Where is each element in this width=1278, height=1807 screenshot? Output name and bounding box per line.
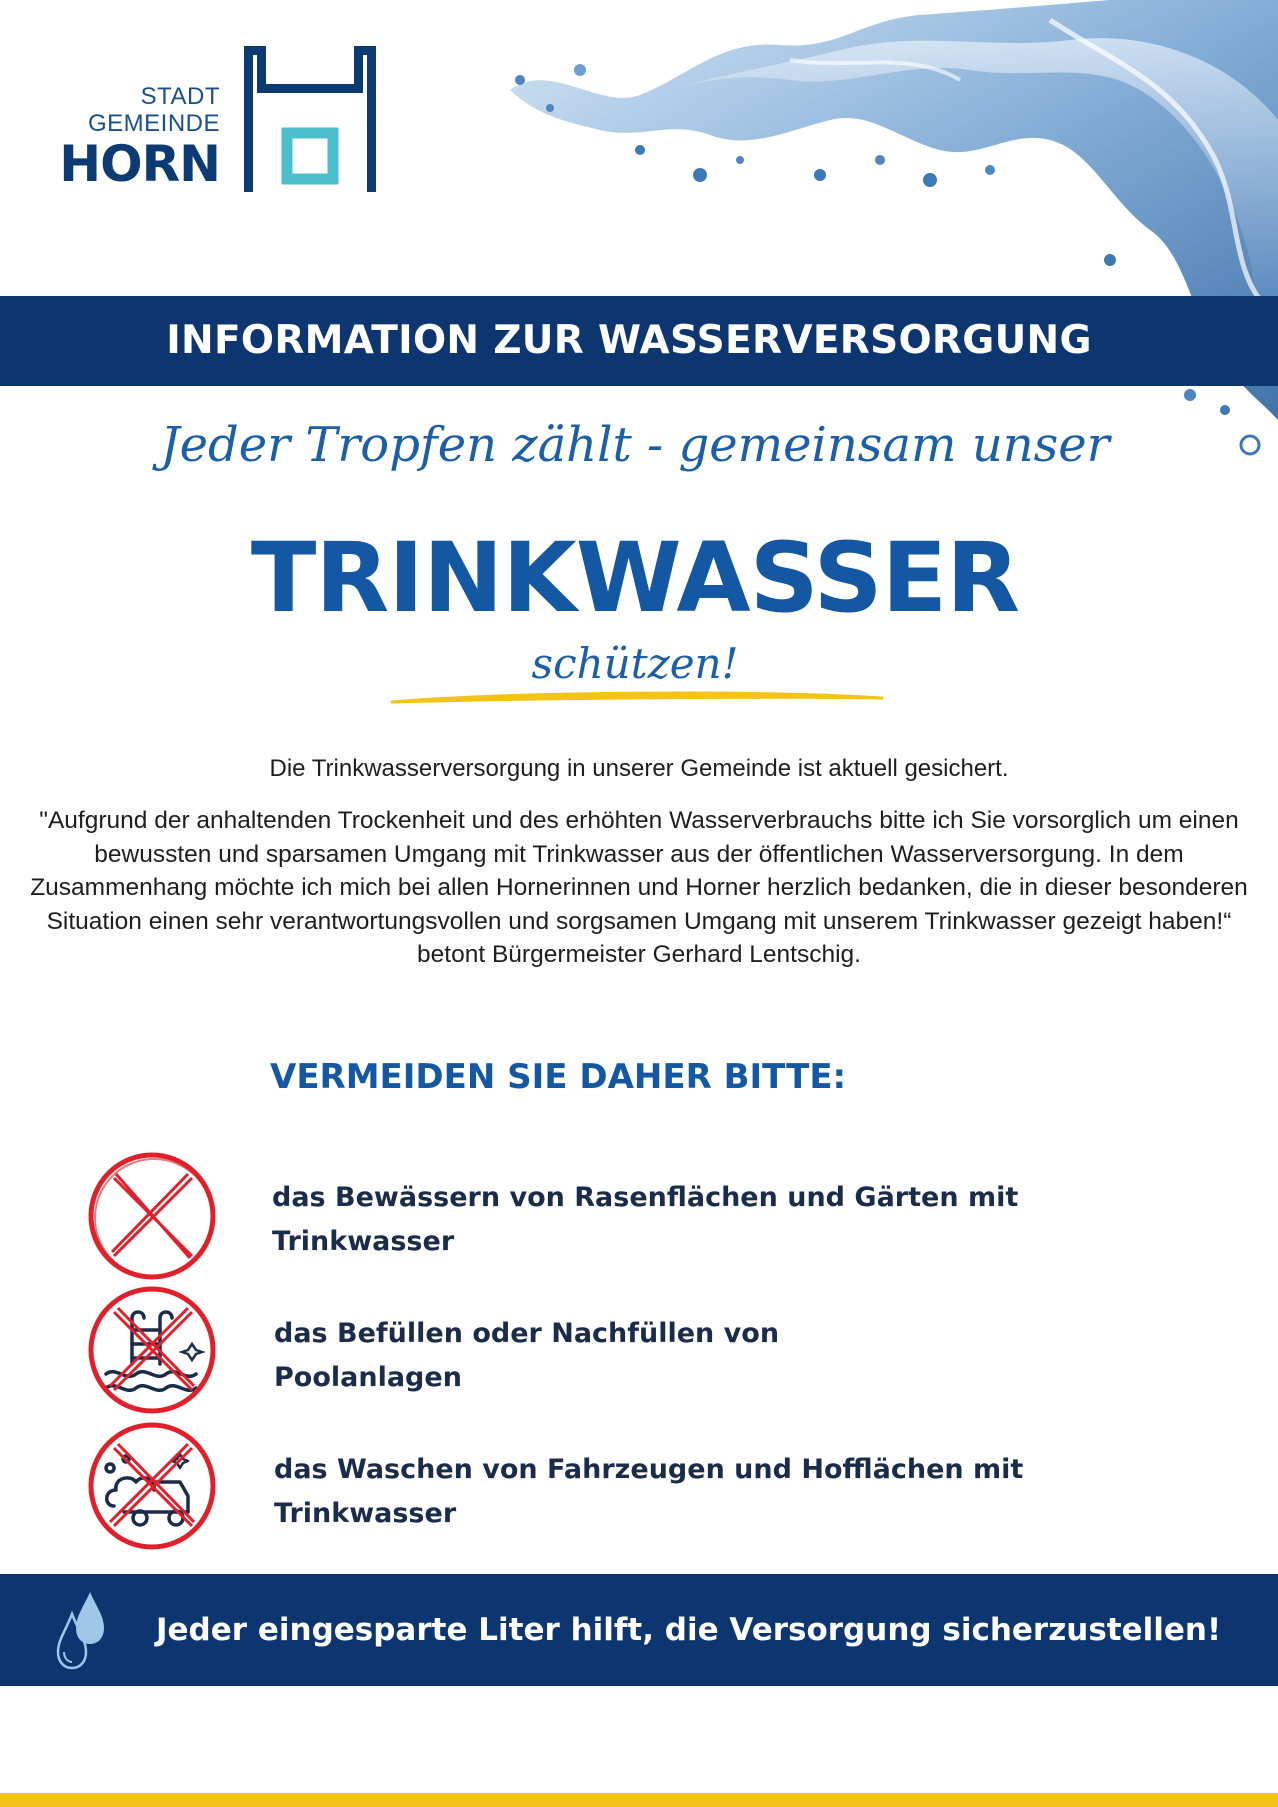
bottom-yellow-stripe: [0, 1793, 1278, 1807]
avoid-item-line: das Bewässern von Rasenflächen und Gärten mit: [272, 1182, 1019, 1213]
logo-text-stadt: STADT: [140, 83, 220, 110]
avoid-item-pool: [274, 1312, 1034, 1400]
avoid-item-watering: [272, 1176, 1032, 1264]
headline-title: TRINKWASSER: [250, 522, 1020, 634]
logo-text-horn: HORN: [59, 135, 220, 193]
avoid-item-line: das Waschen von Fahrzeugen und Hofflächen mit: [274, 1454, 1024, 1485]
avoid-item-line: Trinkwasser: [272, 1226, 455, 1257]
avoid-item-car-wash: [274, 1448, 1034, 1536]
header-banner: [0, 296, 1278, 386]
avoid-item-line: Trinkwasser: [274, 1498, 457, 1529]
header-title: INFORMATION ZUR WASSERVERSORGUNG: [166, 318, 1092, 363]
crossed-circle-icon: [84, 1148, 222, 1286]
city-logo: [59, 44, 380, 194]
headline-subline: schützen!: [531, 639, 739, 688]
no-car-wash-icon: [84, 1418, 222, 1556]
logo-mark-icon: [240, 46, 380, 192]
avoid-item-line: Poolanlagen: [274, 1362, 462, 1393]
footer-banner: [0, 1574, 1278, 1686]
logo-text-gemeinde: GEMEINDE: [87, 110, 220, 137]
no-pool-icon: [84, 1282, 222, 1420]
avoid-heading: VERMEIDEN SIE DAHER BITTE:: [270, 1057, 847, 1097]
water-drop-icon: [56, 1584, 106, 1674]
water-splash-image: [490, 0, 1278, 470]
intro-text: Die Trinkwasserversorgung in unserer Gemeinde ist aktuell gesichert.: [269, 755, 1009, 782]
yellow-underline: [390, 688, 884, 708]
mayor-quote: "Aufgrund der anhaltenden Trockenheit und des erhöhten Wasserverbrauchs bitte ich Sie vorsorglich um einen bewussten und sparsamen Umgang mit Trinkwasser aus der öffentlichen Wasserversorgung. In dem Zusammenhang möchte ich mich bei allen Hornerinnen und Horner herzlich bedanken, die in dieser besonderen Situation einen sehr verantwortungsvollen und sorgsamen Umgang mit unserem Trinkwasser gezeigt haben!“ betont Bürgermeister Gerhard Lentschig.: [30, 807, 1248, 968]
footer-slogan: Jeder eingesparte Liter hilft, die Versorgung sicherzustellen!: [156, 1612, 1222, 1648]
avoid-item-line: das Befüllen oder Nachfüllen von: [274, 1318, 780, 1349]
headline-subtitle: Jeder Tropfen zählt - gemeinsam unser: [160, 417, 1110, 473]
